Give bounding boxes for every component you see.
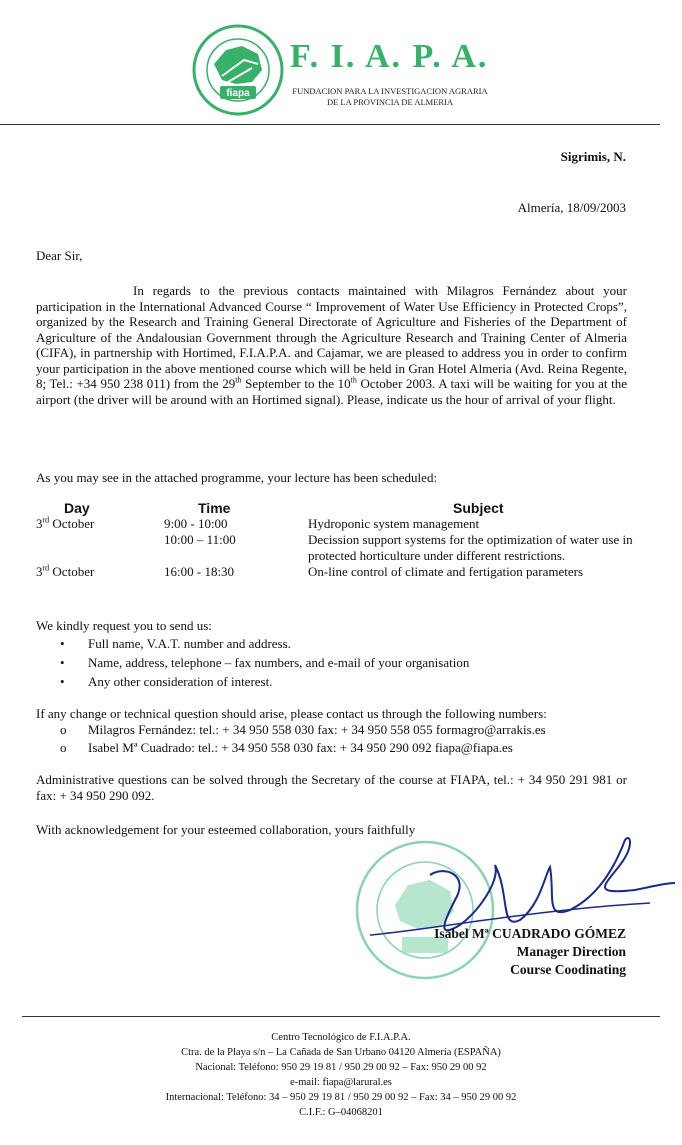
- signer-role-2: Course Coodinating: [510, 962, 626, 977]
- header-divider: [0, 124, 660, 125]
- contacts-list: [60, 721, 546, 757]
- footer-divider: [22, 1016, 660, 1017]
- footer-line: Internacional: Teléfono: 34 – 950 29 19 81 / 950 29 00 92 – Fax: 34 – 950 29 00 92: [165, 1092, 517, 1103]
- signer-role-1: Manager Direction: [516, 944, 626, 959]
- request-intro: We kindly request you to send us:: [36, 618, 212, 633]
- request-list: [60, 634, 469, 691]
- schedule-row: [36, 516, 636, 532]
- p1-sup-1: th: [235, 375, 242, 385]
- schedule-row: [36, 532, 636, 564]
- footer-line: Centro Tecnológico de F.I.A.P.A.: [271, 1032, 411, 1043]
- fiapa-logo: [192, 24, 284, 116]
- footer: [0, 1030, 682, 1120]
- schedule-time: 10:00 – 11:00: [164, 532, 236, 547]
- schedule-day: 3rd October: [36, 515, 95, 531]
- schedule-day: [36, 532, 164, 564]
- list-item: • Any other consideration of interest.: [60, 674, 273, 689]
- list-item: o Milagros Fernández: tel.: + 34 950 558 030 fax: + 34 950 558 055 formagro@arrakis.es: [60, 722, 546, 737]
- contacts-intro: If any change or technical question should arise, please contact us through the following numbers:: [36, 706, 547, 721]
- header-subject: Subject: [453, 500, 504, 516]
- org-subtitle-line2: DE LA PROVINCIA DE ALMERIA: [326, 97, 454, 107]
- list-item: • Name, address, telephone – fax numbers, and e-mail of your organisation: [60, 655, 470, 670]
- schedule-time: 16:00 - 18:30: [164, 564, 235, 579]
- p1-text-b: September to the 10: [241, 376, 351, 391]
- schedule-table: [36, 500, 636, 580]
- schedule-day: 3rd October: [36, 563, 95, 579]
- schedule-time: 9:00 - 10:00: [164, 516, 228, 531]
- schedule-intro: As you may see in the attached programme, your lecture has been scheduled:: [36, 470, 438, 485]
- signer-name: Isabel Mª CUADRADO GÓMEZ: [434, 926, 626, 941]
- footer-line: C.I.F.: G–04068201: [299, 1107, 383, 1118]
- org-subtitle: [290, 86, 490, 108]
- p1-sup-2: th: [350, 375, 357, 385]
- schedule-subject: Hydroponic system management: [308, 516, 480, 531]
- list-item: • Full name, V.A.T. number and address.: [60, 636, 291, 651]
- org-title: F. I. A. P. A.: [290, 38, 489, 75]
- admin-paragraph: Administrative questions can be solved through the Secretary of the course at FIAPA, tel.: + 34 950 291 981 or fax: + 34 950 290 092.: [36, 772, 627, 803]
- letter-date: Almería, 18/09/2003: [517, 200, 626, 215]
- org-subtitle-line1: FUNDACION PARA LA INVESTIGACION AGRARIA: [292, 86, 488, 96]
- closing: With acknowledgement for your esteemed collaboration, yours faithfully: [36, 822, 416, 837]
- signer-block: [434, 925, 626, 979]
- schedule-row: [36, 564, 636, 580]
- list-item: o Isabel Mª Cuadrado: tel.: + 34 950 558 030 fax: + 34 950 290 092 fiapa@fiapa.es: [60, 740, 513, 755]
- greeting: Dear Sir,: [36, 248, 83, 263]
- header-day: Day: [64, 500, 90, 516]
- schedule-subject: On-line control of climate and fertigation parameters: [308, 564, 584, 579]
- footer-line: e-mail: fiapa@larural.es: [290, 1077, 392, 1088]
- p1-text-a: In regards to the previous contacts maintained with Milagros Fernández about your participation in the International Advanced Course “ Improvement of Water Use Efficiency in Protected Crops”, organized by the Research and Training General Directorate of Agriculture and Fisheries of the Department of Agriculture of the Andalousian Government through the Agriculture Research and Training Center of Almeria (CIFA), in partnership with Hortimed, F.I.A.P.A. and Cajamar, we are pleased to address you in order to confirm your participation in the above mentioned course which will be held in Gran Hotel Almeria (Avd. Reina Regente, 8; Tel.: +34 950 238 011) from the 29: [36, 283, 627, 391]
- logo-text: fiapa: [226, 88, 250, 99]
- footer-line: Nacional: Teléfono: 950 29 19 81 / 950 29 00 92 – Fax: 950 29 00 92: [195, 1062, 487, 1073]
- recipient: Sigrimis, N.: [560, 149, 626, 164]
- schedule-subject: Decission support systems for the optimization of water use in protected horticulture under different restrictions.: [308, 532, 633, 563]
- footer-line: Ctra. de la Playa s/n – La Cañada de San Urbano 04120 Almería (ESPAÑA): [181, 1047, 501, 1058]
- p1-text-c: October 2003. A taxi will be waiting for you at the airport (the driver will be around with an Hortimed signal). Please, indicate us the hour of arrival of your flight.: [36, 376, 628, 407]
- body-paragraph-1: [36, 283, 627, 407]
- header-time: Time: [198, 500, 231, 516]
